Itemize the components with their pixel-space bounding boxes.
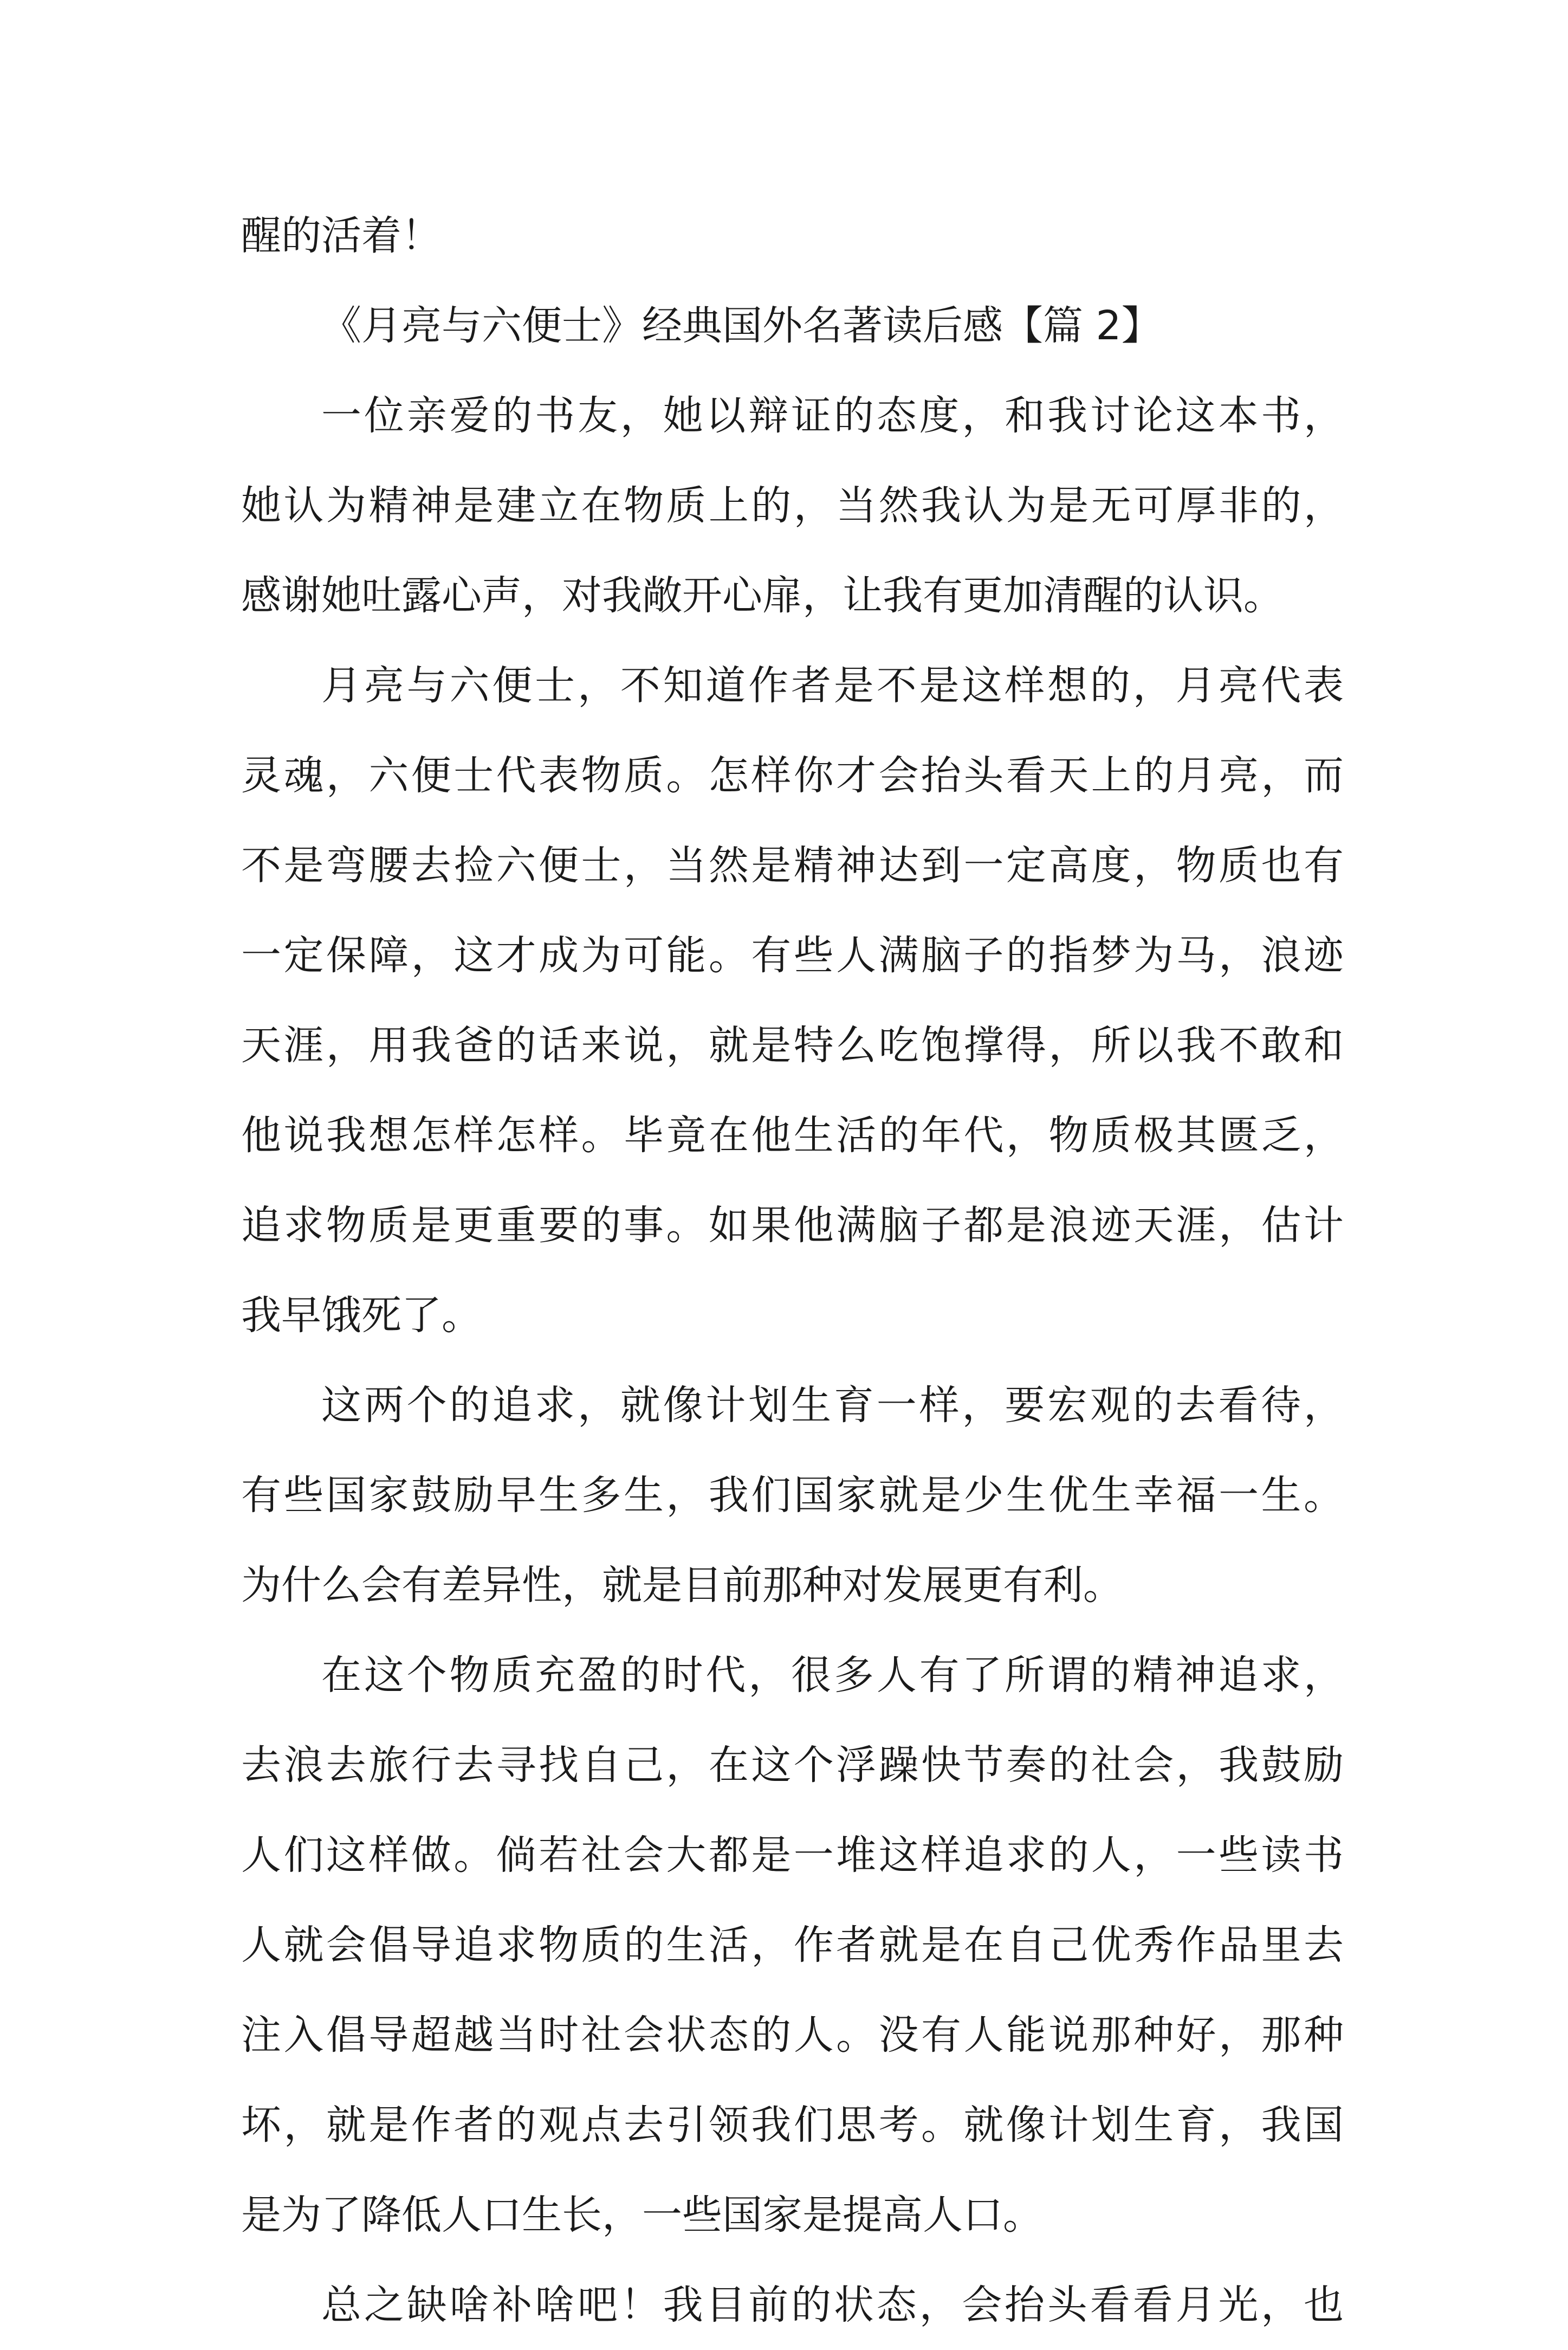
text-line: 我早饿死了。: [241, 1292, 482, 1339]
paragraph-4: [241, 1630, 1344, 2260]
paragraph-2: [241, 641, 1344, 1360]
text-line: 不是弯腰去捡六便士，当然是精神达到一定高度，物质也有: [241, 842, 1344, 889]
text-line: 为什么会有差异性，就是目前那种对发展更有利。: [241, 1562, 1123, 1609]
section-heading: [241, 281, 1344, 371]
text-line: 一定保障，这才成为可能。有些人满脑子的指梦为马，浪迹: [241, 932, 1344, 979]
text-line: 醒的活着！: [241, 212, 442, 259]
text-line: 感谢她吐露心声，对我敞开心扉，让我有更加清醒的认识。: [241, 572, 1284, 619]
text-line: 人就会倡导追求物质的生活，作者就是在自己优秀作品里去: [241, 1922, 1344, 1968]
text-line: 这两个的追求，就像计划生育一样，要宏观的去看待，: [321, 1382, 1344, 1429]
paragraph-continuation: [241, 191, 1344, 281]
text-line: 他说我想怎样怎样。毕竟在他生活的年代，物质极其匮乏，: [241, 1112, 1344, 1159]
text-line: 一位亲爱的书友，她以辩证的态度，和我讨论这本书，: [321, 392, 1344, 439]
text-line: 追求物质是更重要的事。如果他满脑子都是浪迹天涯，估计: [241, 1202, 1344, 1249]
paragraph-3: [241, 1360, 1344, 1630]
paragraph-1: [241, 371, 1344, 641]
text-line: 有些国家鼓励早生多生，我们国家就是少生优生幸福一生。: [241, 1472, 1344, 1519]
text-line: 是为了降低人口生长，一些国家是提高人口。: [241, 2192, 1043, 2238]
text-line: 人们这样做。倘若社会大都是一堆这样追求的人，一些读书: [241, 1832, 1344, 1878]
paragraph-5: [241, 2260, 1344, 2350]
text-line: 注入倡导超越当时社会状态的人。没有人能说那种好，那种: [241, 2012, 1344, 2058]
text-line: 总之缺啥补啥吧！我目前的状态，会抬头看看月光，也: [321, 2282, 1344, 2328]
text-line: 坏，就是作者的观点去引领我们思考。就像计划生育，我国: [241, 2102, 1344, 2148]
heading-text: 《月亮与六便士》经典国外名著读后感【篇 2】: [321, 302, 1162, 349]
text-line: 在这个物质充盈的时代，很多人有了所谓的精神追求，: [321, 1652, 1344, 1699]
text-line: 灵魂，六便士代表物质。怎样你才会抬头看天上的月亮，而: [241, 752, 1344, 799]
text-line: 天涯，用我爸的话来说，就是特么吃饱撑得，所以我不敢和: [241, 1022, 1344, 1069]
document-body: [241, 191, 1344, 2350]
text-line: 月亮与六便士，不知道作者是不是这样想的，月亮代表: [321, 662, 1344, 709]
text-line: 去浪去旅行去寻找自己，在这个浮躁快节奏的社会，我鼓励: [241, 1742, 1344, 1789]
text-line: 她认为精神是建立在物质上的，当然我认为是无可厚非的，: [241, 482, 1344, 529]
